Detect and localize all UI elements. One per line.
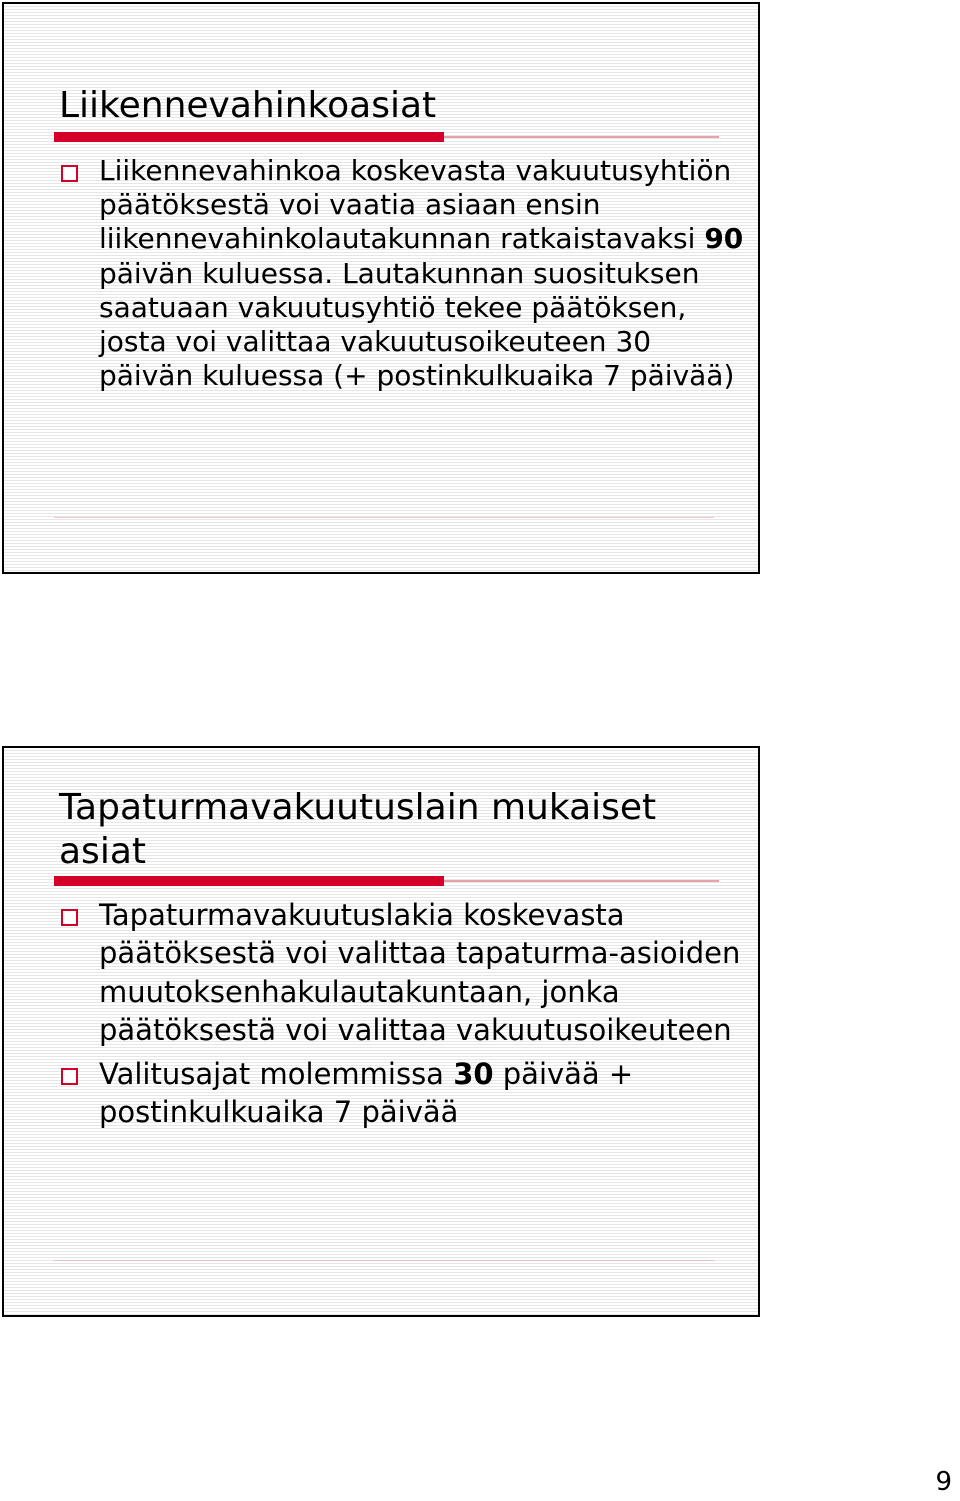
title-underline-thin [444,136,719,138]
bullet-text-after: päivän kuluessa. Lautakunnan suosituksen saatuaan vakuutusyhtiö tekee päätöksen, josta voi valittaa vakuutusoikeuteen 30 päivän kuluessa (+ postinkulkuaika 7 päivää) [99,256,735,393]
bullet-list [59,896,749,1138]
slide-tapaturmavakuutuslain-mukaiset-asiat [2,746,760,1317]
page-number: 9 [935,1467,952,1497]
footer-rule [54,517,714,518]
title-underline-bar [54,132,444,142]
bullet-text [99,898,740,1047]
bullet-text-bold: 30 [453,1057,494,1092]
bullet-text [99,154,743,392]
bullet-item [59,154,749,393]
bullet-text-before: Liikennevahinkoa koskevasta vakuutusyhtiön päätöksestä voi vaatia asiaan ensin liikennevahinkolautakunnan ratkaistavaksi [99,154,732,256]
title-underline [54,132,719,142]
bullet-text-before: Valitusajat molemmissa [99,1057,454,1092]
title-underline-bar [54,876,444,886]
footer-rule [54,1260,714,1261]
square-bullet-icon [61,909,78,926]
title-underline-thin [444,880,719,882]
bullet-text [99,1057,633,1129]
slide-liikennevahinkoasiat [2,2,760,574]
square-bullet-icon [61,1068,78,1085]
square-bullet-icon [61,165,78,182]
bullet-text-before: Tapaturmavakuutuslakia koskevasta päätöksestä voi valittaa tapaturma-asioiden muutoksenhakulautakuntaan, jonka päätöksestä voi valittaa vakuutusoikeuteen [99,898,741,1047]
slide-title: Liikennevahinkoasiat [59,85,437,126]
title-underline [54,876,719,886]
bullet-text-bold: 90 [704,222,744,256]
slide-title: Tapaturmavakuutuslain mukaiset asiat [59,787,657,872]
bullet-item [59,896,749,1049]
bullet-text-after: päivää + postinkulkuaika 7 päivää [99,1057,634,1130]
bullet-list [59,154,749,399]
bullet-item [59,1055,749,1132]
